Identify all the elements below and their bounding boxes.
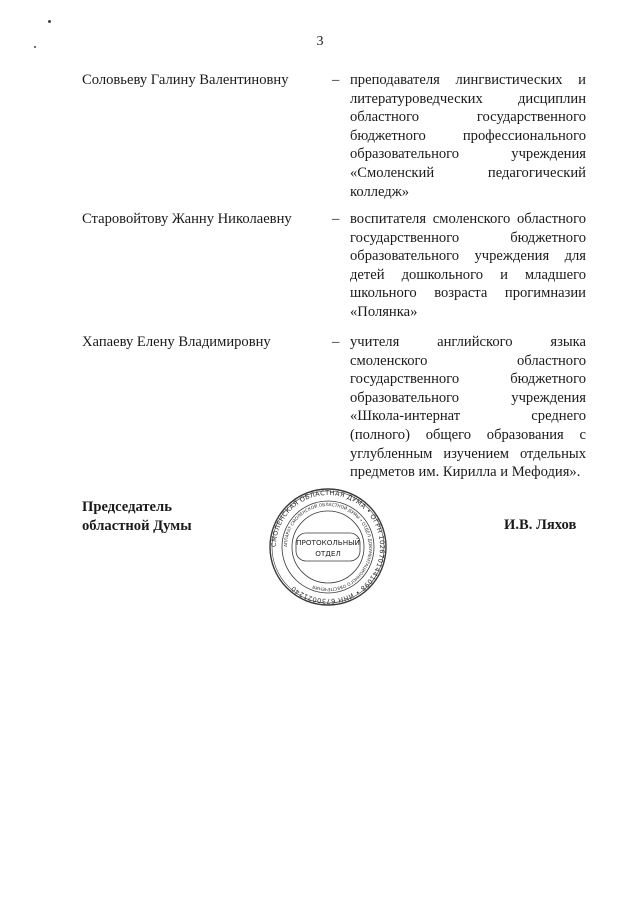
signatory-title-line: Председатель <box>82 499 172 515</box>
entry-dash: – <box>332 334 340 350</box>
position-line: государственного бюджетного <box>350 229 586 246</box>
position-line: углубленным изучением отдельных <box>350 445 586 462</box>
position-line: образовательного учреждения <box>350 389 586 406</box>
entry-dash: – <box>332 211 340 227</box>
position-line: смоленского областного <box>350 352 586 369</box>
position-line: образовательного учреждения <box>350 146 586 163</box>
position-line: воспитателя смоленского областного <box>350 211 586 227</box>
appointee-position <box>350 333 586 482</box>
seal-outer-text: СМОЛЕНСКАЯ ОБЛАСТНАЯ ДУМА • ОГРН 1026701441098 • ИНН 6730021240 <box>269 488 387 606</box>
position-line: колледж» <box>350 183 410 200</box>
position-line: литературоведческих дисциплин <box>350 90 586 107</box>
seal-inner-ring <box>292 511 364 583</box>
seal-center-text: ОТДЕЛ <box>315 549 341 558</box>
official-seal <box>268 487 388 607</box>
position-line: «Полянка» <box>350 303 418 320</box>
position-line: преподавателя лингвистических и <box>350 72 586 88</box>
position-line: учителя английского языка <box>350 334 586 350</box>
signatory-name: И.В. Ляхов <box>504 517 577 533</box>
seal-inner-text: АППАРАТ СМОЛЕНСКОЙ ОБЛАСТНОЙ ДУМЫ • ОТДЕЛ ДОКУМЕНТАЦИОННОГО ОБЕСПЕЧЕНИЯ <box>283 502 373 592</box>
signatory-title <box>82 498 192 535</box>
position-line: «Смоленский педагогический <box>350 164 586 181</box>
position-line: бюджетного профессионального <box>350 127 586 144</box>
seal-center-text: ПРОТОКОЛЬНЫЙ <box>296 538 360 547</box>
position-line: (полного) общего образования с <box>350 426 586 443</box>
position-line: школьного возраста прогимназии <box>350 285 586 302</box>
position-line: образовательного учреждения для <box>350 248 586 265</box>
signatory-title-line: областной Думы <box>82 517 192 534</box>
page-number: 3 <box>316 34 324 49</box>
appointee-position <box>350 210 586 322</box>
position-line: детей дошкольного и младшего <box>350 266 586 283</box>
position-line: областного государственного <box>350 109 586 126</box>
position-line: предметов им. Кирилла и Мефодия». <box>350 464 581 481</box>
entry-dash: – <box>332 72 340 88</box>
position-line: «Школа-интернат среднего <box>350 408 586 425</box>
appointee-name: Хапаеву Елену Владимировну <box>82 334 271 350</box>
scan-speck <box>48 20 51 23</box>
appointee-position <box>350 71 586 201</box>
appointee-name: Соловьеву Галину Валентиновну <box>82 72 289 88</box>
appointee-name: Старовойтову Жанну Николаевну <box>82 211 292 227</box>
position-line: государственного бюджетного <box>350 371 586 388</box>
